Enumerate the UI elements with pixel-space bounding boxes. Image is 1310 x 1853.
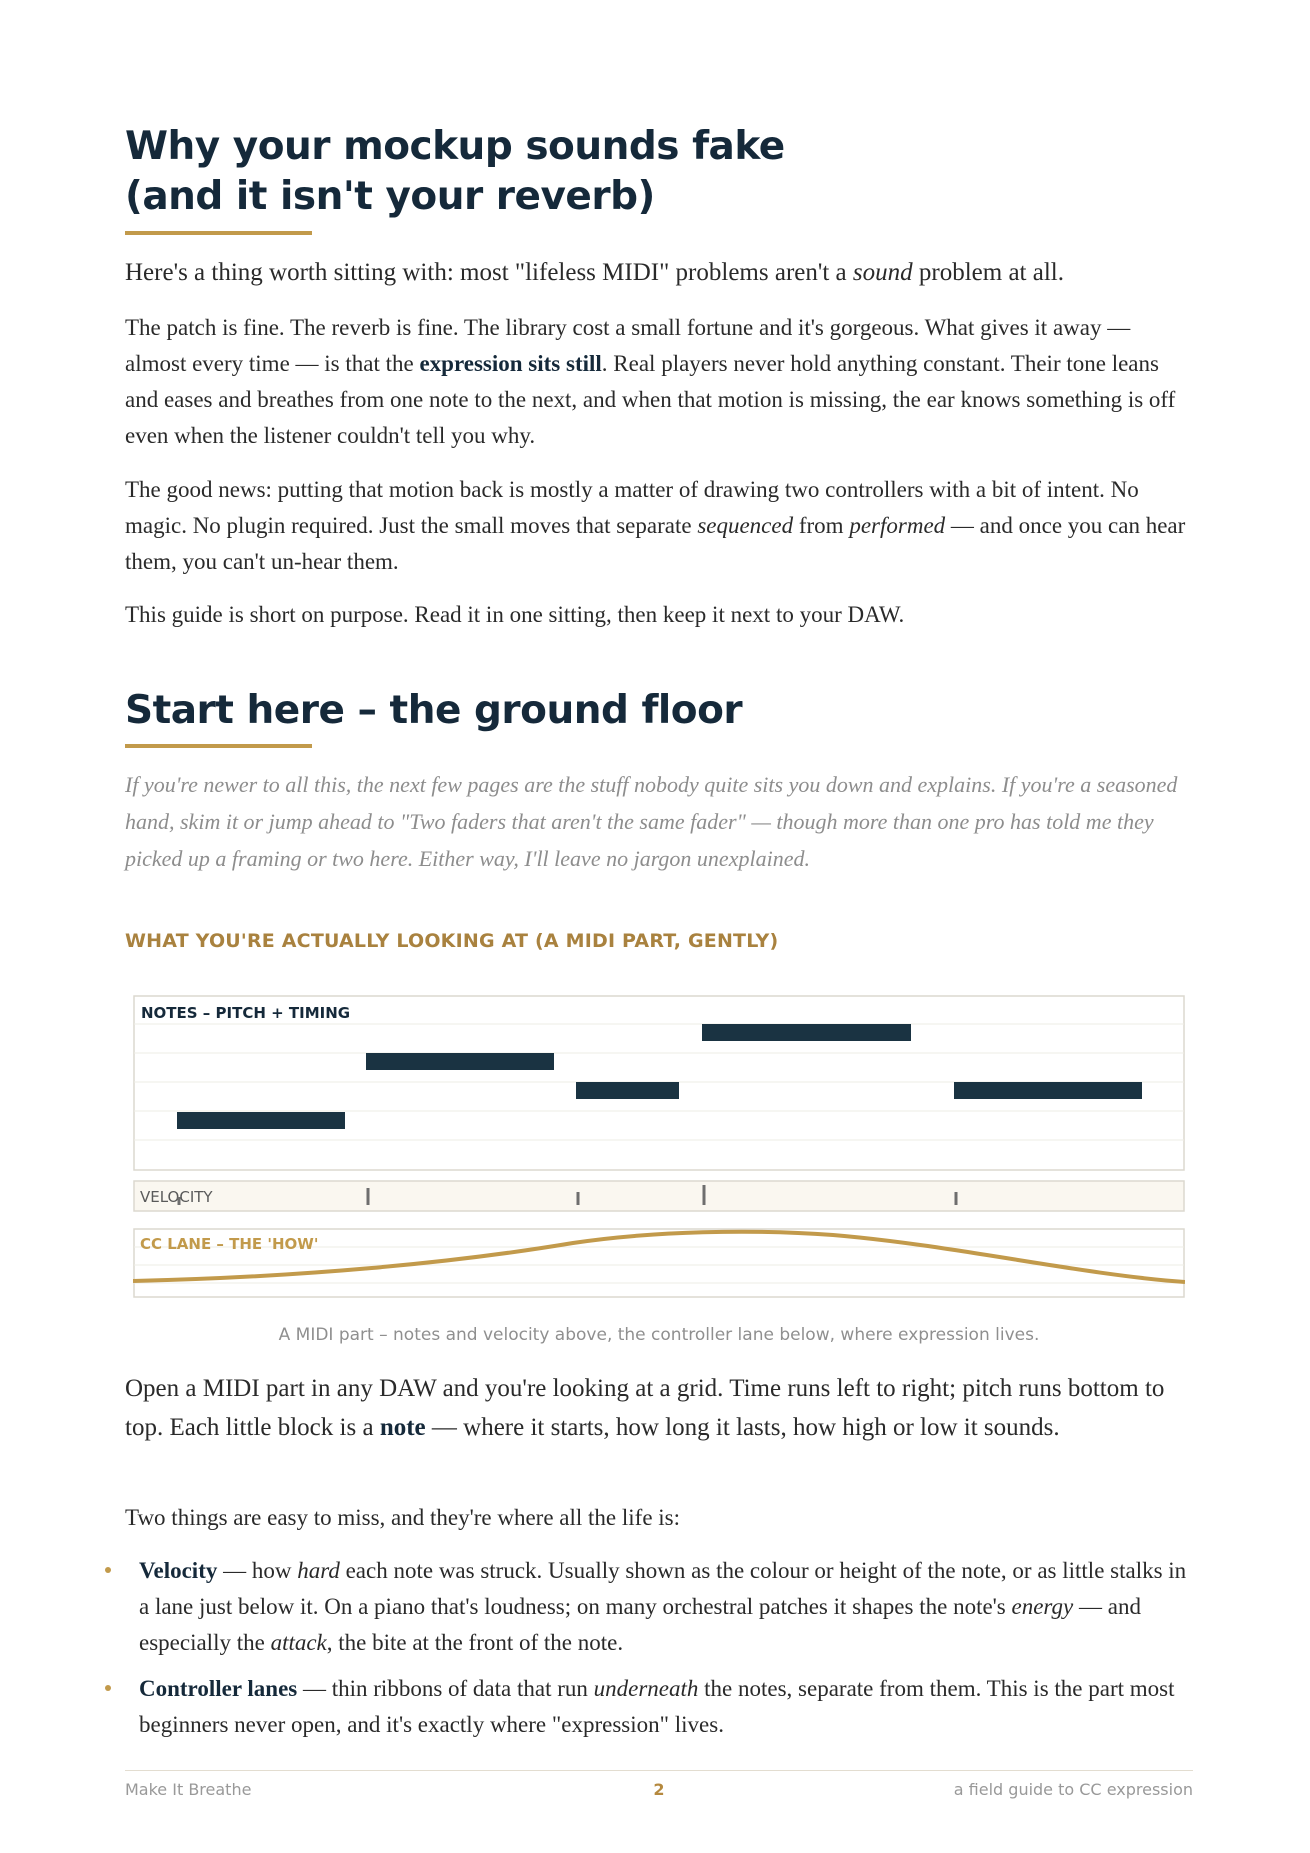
footer-divider <box>125 1770 1193 1771</box>
note-block <box>576 1082 679 1099</box>
notes-lane-label: NOTES – PITCH + TIMING <box>141 1004 351 1022</box>
midi-part-diagram <box>133 995 1185 1305</box>
bullet-text: — and especially the <box>139 1594 1141 1655</box>
paragraph-open-midi <box>125 1369 1193 1447</box>
footer-subtitle: a field guide to CC expression <box>953 1780 1193 1799</box>
lead-paragraph <box>125 255 1193 291</box>
footer-page-number: 2 <box>653 1780 665 1799</box>
paragraph-good-news <box>125 472 1193 580</box>
p2-text: The good news: putting that motion back is mostly a matter of drawing two controllers with a bit of intent. No magic. No plugin required. Just the small moves that separate <box>125 477 1139 538</box>
p4-bold: note <box>379 1414 426 1441</box>
p4-text-end: — where it starts, how long it lasts, how high or low it sounds. <box>425 1414 1060 1441</box>
cc-lane-label: CC LANE – THE 'HOW' <box>140 1235 319 1253</box>
title-underline-2 <box>125 744 312 748</box>
note-block <box>177 1112 345 1129</box>
bullet-dot <box>105 1685 111 1691</box>
bullet-term: Velocity <box>139 1558 218 1583</box>
bullet-text: — thin ribbons of data that run <box>297 1676 594 1701</box>
footer-book-title: Make It Breathe <box>125 1780 252 1799</box>
p1-text-end: . Real players never hold anything constant. Their tone leans and eases and breathes from one note to the next, and when that motion is missing, the ear knows something is off even when the listener couldn't tell you why. <box>125 351 1176 448</box>
bullet-term: Controller lanes <box>139 1676 298 1701</box>
aside-note: If you're newer to all this, the next few pages are the stuff nobody quite sits you down and explains. If you're a seasoned hand, skim it or jump ahead to "Two faders that aren't the same fader" — though more than one pro has told me they picked up a framing or two here. Either way, I'll leave no jargon unexplained. <box>125 772 1178 871</box>
bullet-text: , the bite at the front of the note. <box>326 1630 624 1655</box>
list-item-velocity <box>125 1553 1193 1661</box>
p2-text-end: — and once you can hear them, you can't un-hear them. <box>125 513 1186 574</box>
bullet-dot <box>105 1567 111 1573</box>
title-line-1: Why your mockup sounds fake <box>125 124 785 169</box>
lead-emphasis: sound <box>852 259 913 286</box>
figure-caption: A MIDI part – notes and velocity above, the controller lane below, where expression lives. <box>278 1325 1040 1345</box>
p4-text: Open a MIDI part in any DAW and you're looking at a grid. Time runs left to right; pitch runs bottom to top. Each little block is a <box>125 1375 1165 1441</box>
bullet-emphasis: underneath <box>593 1676 699 1701</box>
paragraph-patch <box>125 310 1193 454</box>
bullet-text: the notes, separate from them. This is the part most beginners never open, and it's exactly where "expression" lives. <box>139 1676 1175 1737</box>
p1-bold: expression sits still <box>419 351 602 376</box>
bullet-emphasis: energy <box>1011 1594 1074 1619</box>
lead-text-end: problem at all. <box>912 259 1064 286</box>
bullet-list <box>125 1553 1193 1753</box>
list-item-controller-lanes <box>125 1671 1193 1743</box>
section-title-ground-floor: Start here – the ground floor <box>125 688 743 733</box>
title-line-2: (and it isn't your reverb) <box>125 174 655 219</box>
paragraph-two-things: Two things are easy to miss, and they're where all the life is: <box>125 1505 681 1530</box>
p2-emphasis-sequenced: sequenced <box>697 513 794 538</box>
figure-label: WHAT YOU'RE ACTUALLY LOOKING AT (A MIDI PART, GENTLY) <box>125 930 779 952</box>
bullet-emphasis: hard <box>297 1558 340 1583</box>
note-block <box>366 1053 554 1070</box>
title-underline <box>125 231 312 235</box>
p1-text: The patch is fine. The reverb is fine. The library cost a small fortune and it's gorgeous. What gives it away — almost every time — is that the <box>125 315 1131 376</box>
p2-emphasis-performed: performed <box>849 513 946 538</box>
lead-text: Here's a thing worth sitting with: most "lifeless MIDI" problems aren't a <box>125 259 853 286</box>
bullet-emphasis: attack <box>270 1630 327 1655</box>
section-title-why <box>125 122 785 222</box>
note-block <box>954 1082 1142 1099</box>
p2-text-mid: from <box>793 513 850 538</box>
bullet-text: each note was struck. Usually shown as the colour or height of the note, or as little stalks in a lane just below it. On a piano that's loudness; on many orchestral patches it shapes the note's <box>139 1558 1187 1619</box>
paragraph-short-guide: This guide is short on purpose. Read it in one sitting, then keep it next to your DAW. <box>125 602 905 627</box>
note-block <box>702 1024 911 1041</box>
velocity-lane-label: VELOCITY <box>140 1188 213 1206</box>
bullet-text: — how <box>217 1558 298 1583</box>
velocity-lane <box>134 1181 1184 1211</box>
